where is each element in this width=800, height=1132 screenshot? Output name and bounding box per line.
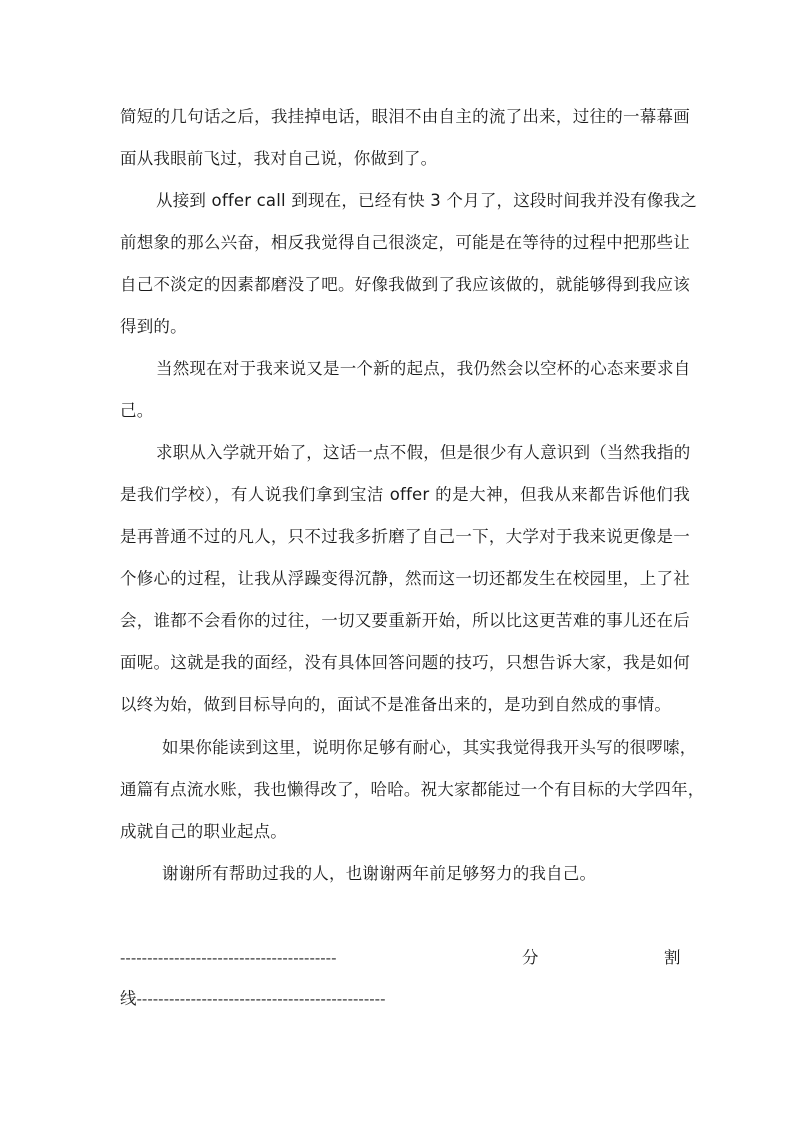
paragraph-5-line-3: 成就自己的职业起点。 [120, 822, 287, 841]
paragraph-2-line-1: 从接到 offer call 到现在，已经有快 3 个月了，这段时间我并没有像我之 [156, 191, 697, 210]
paragraph-4-line-1: 求职从入学就开始了，这话一点不假，但是很少有人意识到（当然我指的 [156, 443, 691, 462]
paragraph-4-line-6: 面呢。这就是我的面经，没有具体回答问题的技巧，只想告诉大家，我是如何 [120, 653, 690, 672]
paragraph-5-line-1: 如果你能读到这里，说明你足够有耐心，其实我觉得我开头写的很啰嗦， [162, 738, 697, 757]
paragraph-2-line-2: 前想象的那么兴奋，相反我觉得自己很淡定，可能是在等待的过程中把那些让 [120, 233, 690, 252]
paragraph-2-line-3: 自己不淡定的因素都磨没了吧。好像我做到了我应该做的，就能够得到我应该 [120, 275, 690, 294]
paragraph-4-line-4: 个修心的过程，让我从浮躁变得沉静，然而这一切还都发生在校园里，上了社 [120, 569, 690, 588]
paragraph-2-line-4: 得到的。 [120, 317, 187, 336]
paragraph-3-line-2: 己。 [120, 401, 154, 420]
paragraph-6-line-1: 谢谢所有帮助过我的人，也谢谢两年前足够努力的我自己。 [162, 864, 597, 883]
separator-char-xian: 线 [120, 989, 137, 1008]
paragraph-4-line-2: 是我们学校），有人说我们拿到宝洁 offer 的是大神，但我从来都告诉他们我 [120, 485, 690, 504]
paragraph-3-line-1: 当然现在对于我来说又是一个新的起点，我仍然会以空杯的心态来要求自 [156, 359, 691, 378]
paragraph-1-line-2: 面从我眼前飞过，我对自己说，你做到了。 [120, 149, 438, 168]
paragraph-5-line-2: 通篇有点流水账，我也懒得改了，哈哈。祝大家都能过一个有目标的大学四年， [120, 780, 705, 799]
separator-line-2 [120, 987, 385, 1011]
separator-char-ge: 割 [664, 948, 681, 967]
paragraph-4-line-5: 会，谁都不会看你的过往，一切又要重新开始，所以比这更苦难的事儿还在后 [120, 611, 690, 630]
paragraph-4-line-3: 是再普通不过的凡人，只不过我多折磨了自己一下，大学对于我来说更像是一 [120, 527, 690, 546]
paragraph-4-line-7: 以终为始，做到目标导向的，面试不是准备出来的，是功到自然成的事情。 [120, 695, 672, 714]
separator-char-fen: 分 [522, 948, 539, 967]
separator-dashes-left: ---------------------------------------- [120, 949, 337, 967]
paragraph-1-line-1: 简短的几句话之后，我挂掉电话，眼泪不由自主的流了出来，过往的一幕幕画 [120, 107, 690, 126]
separator-dashes-right: ---------------------------------------------- [136, 990, 386, 1008]
